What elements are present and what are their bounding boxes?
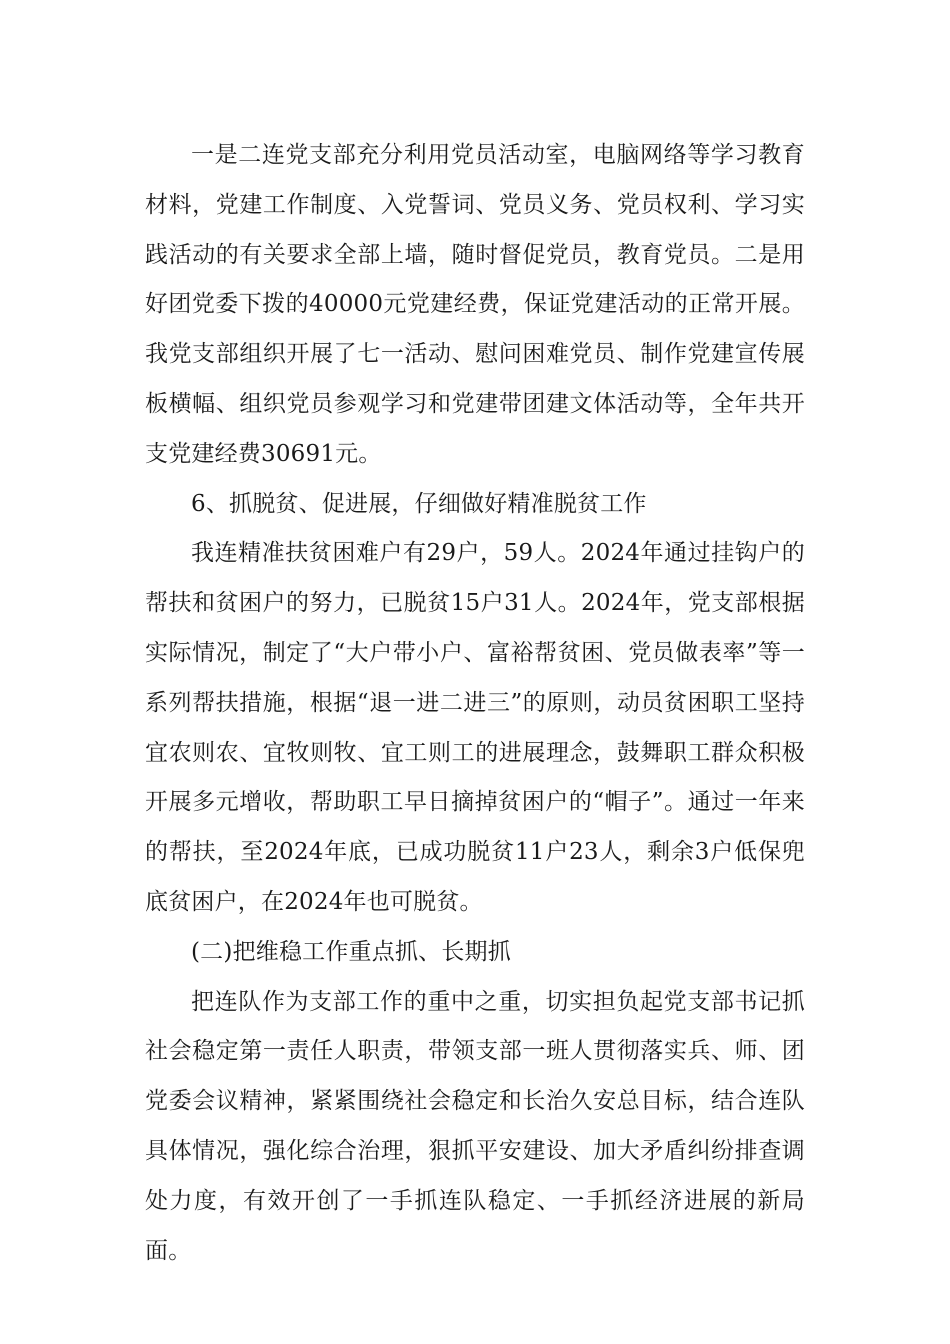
heading-poverty-alleviation: 6、抓脱贫、促进展，仔细做好精准脱贫工作	[191, 490, 647, 517]
paragraph-party-activities: 一是二连党支部充分利用党员活动室，电脑网络等学习教育材料，党建工作制度、入党誓词、党员义务、党员权利、学习实践活动的有关要求全部上墙，随时督促党员，教育党员。二是用好团党委下拨的40000元党建经费，保证党建活动的正常开展。我党支部组织开展了七一活动、慰问困难党员、制作党建宣传展板横幅、组织党员参观学习和党建带团建文体活动等，全年共开支党建经费30691元。	[145, 142, 805, 467]
paragraph-stability-work: 把连队作为支部工作的重中之重，切实担负起党支部书记抓社会稳定第一责任人职责，带领支部一班人贯彻落实兵、师、团党委会议精神，紧紧围绕社会稳定和长治久安总目标，结合连队具体情况，强化综合治理，狠抓平安建设、加大矛盾纠纷排查调处力度，有效开创了一手抓连队稳定、一手抓经济进展的新局面。	[145, 988, 805, 1264]
paragraph-poverty-alleviation: 我连精准扶贫困难户有29户，59人。2024年通过挂钩户的帮扶和贫困户的努力，已脱贫15户31人。2024年，党支部根据实际情况，制定了“大户带小户、富裕帮贫困、党员做表率”等一系列帮扶措施，根据“退一进二进三”的原则，动员贫困职工坚持宜农则农、宜牧则牧、宜工则工的进展理念，鼓舞职工群众积极开展多元增收，帮助职工早日摘掉贫困户的“帽子”。通过一年来的帮扶，至2024年底，已成功脱贫11户23人，剩余3户低保兜底贫困户，在2024年也可脱贫。	[145, 540, 805, 915]
document-page	[145, 131, 805, 1276]
heading-stability-work: (二)把维稳工作重点抓、长期抓	[191, 938, 511, 965]
